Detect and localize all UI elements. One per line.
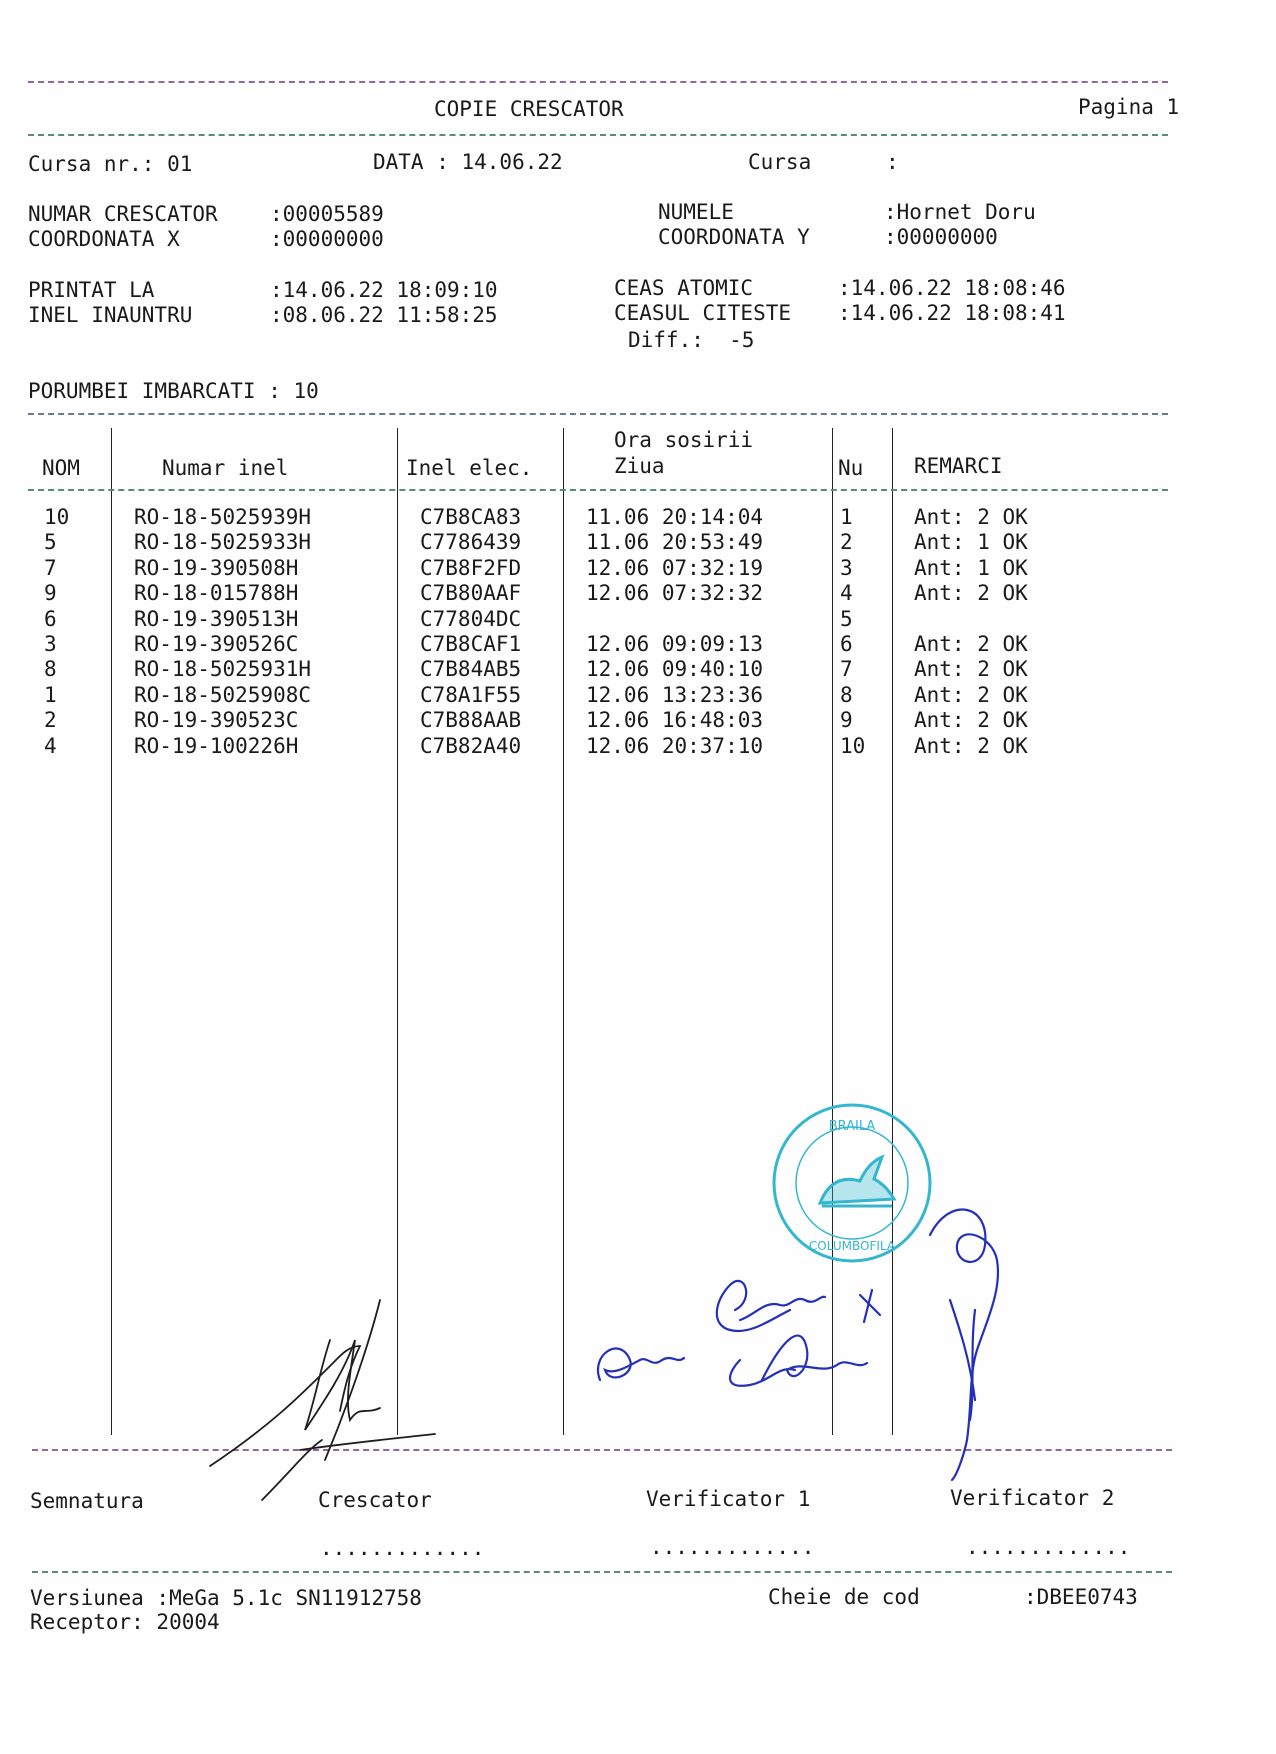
row-position: 6 [840,632,853,656]
row-nom: 4 [44,733,57,758]
col-header-nu: Nu [838,456,864,480]
row-remarks: Ant: 2 OK [914,581,1028,606]
row-nom: 8 [44,657,57,682]
row-nom: 5 [44,530,57,555]
coord-y-label: COORDONATA Y [658,225,810,249]
row-nom: 2 [44,708,57,733]
document-title: COPIE CRESCATOR [434,97,624,121]
row-position: 4 [840,581,853,606]
row-nom: 10 [44,505,70,529]
row-electronic-ring: C7B8CAF1 [420,632,522,656]
verifier-signatures [598,1210,998,1480]
verifier-1-label: Verificator 1 [646,1487,811,1511]
table-header-divider [28,489,1168,491]
row-ring-number: RO-18-5025939H [134,505,312,529]
row-ring-number: RO-19-390508H [134,555,299,580]
row-remarks: Ant: 2 OK [914,505,1028,529]
row-ring-number: RO-19-390513H [134,606,299,631]
atomic-clock-value: :14.06.22 18:08:46 [838,276,1066,300]
row-position: 2 [840,530,853,555]
svg-text:BRAILA: BRAILA [828,1119,876,1134]
row-ring-number: RO-18-5025933H [134,530,312,555]
clock-reads-value: :14.06.22 18:08:41 [838,301,1066,325]
row-nom: 3 [44,632,57,656]
row-arrival-time: 12.06 07:32:19 [586,555,764,580]
row-position: 5 [840,606,853,631]
row-ring-number: RO-19-390523C [134,708,299,733]
row-nom: 9 [44,581,57,606]
row-arrival-time: 11.06 20:14:04 [586,505,764,529]
ring-in-value: :08.06.22 11:58:25 [270,303,498,327]
row-arrival-time: 12.06 09:09:13 [586,632,764,656]
row-position: 9 [840,708,853,733]
row-remarks: Ant: 2 OK [914,632,1028,656]
row-arrival-time: 12.06 20:37:10 [586,733,764,758]
title-divider [28,134,1168,136]
table-row [0,659,1276,684]
row-electronic-ring: C7B80AAF [420,581,522,606]
coord-y-value: :00000000 [884,225,998,249]
breeder-signature [210,1300,435,1500]
table-row [0,555,1276,583]
breeder-number-value: :00005589 [270,202,384,226]
coord-x-label: COORDONATA X [28,227,180,251]
col-header-ziua: Ziua [614,454,665,478]
table-row [0,733,1276,761]
row-nom: 7 [44,555,57,580]
row-arrival-time: 11.06 20:53:49 [586,530,764,555]
top-divider [28,81,1168,83]
row-remarks: Ant: 1 OK [914,555,1028,580]
col-header-inel-elec: Inel elec. [406,456,533,480]
signature-top-divider [32,1449,1172,1451]
breeder-signature-label: Crescator [318,1488,432,1512]
row-arrival-time: 12.06 13:23:36 [586,682,764,707]
row-electronic-ring: C7B8CA83 [420,505,522,529]
table-row [0,682,1276,710]
table-row [0,532,1276,557]
race-date: DATA : 14.06.22 [373,150,563,174]
breeder-name-value: :Hornet Doru [884,200,1036,224]
col-header-numar-inel: Numar inel [162,456,289,480]
col-header-nom: NOM [42,456,80,480]
verifier-1-dots: ............. [650,1535,815,1559]
row-electronic-ring: C77804DC [420,606,522,631]
row-remarks: Ant: 2 OK [914,708,1028,733]
atomic-clock-label: CEAS ATOMIC [614,276,754,300]
printed-at-label: PRINTAT LA [28,278,155,302]
row-arrival-time: 12.06 07:32:32 [586,581,764,606]
row-arrival-time: 12.06 16:48:03 [586,708,764,733]
row-electronic-ring: C7B8F2FD [420,555,522,580]
table-row [0,634,1276,659]
race-number: Cursa nr.: 01 [28,152,193,176]
pigeons-boarded: PORUMBEI IMBARCATI : 10 [28,379,319,403]
row-remarks: Ant: 2 OK [914,733,1028,758]
clock-diff: Diff.: -5 [628,328,755,352]
table-row [0,710,1276,735]
table-top-divider [28,413,1168,415]
row-position: 3 [840,555,853,580]
software-version: Versiunea :MeGa 5.1c SN11912758 [30,1586,422,1610]
row-position: 8 [840,682,853,707]
verifier-2-label: Verificator 2 [950,1486,1115,1510]
row-position: 7 [840,657,853,682]
footer-divider [32,1571,1172,1573]
race-separator: : [886,150,899,174]
row-ring-number: RO-18-5025931H [134,657,312,682]
row-ring-number: RO-19-390526C [134,632,299,656]
receptor: Receptor: 20004 [30,1610,220,1634]
row-arrival-time: 12.06 09:40:10 [586,657,764,682]
row-remarks: Ant: 2 OK [914,657,1028,682]
page-number: Pagina 1 [1078,95,1180,119]
table-row [0,583,1276,608]
row-remarks: Ant: 1 OK [914,530,1028,555]
association-stamp [774,1105,930,1261]
breeder-dots: ............. [320,1536,485,1560]
breeder-number-label: NUMAR CRESCATOR [28,202,218,226]
clock-reads-label: CEASUL CITESTE [614,301,792,325]
col-header-ora-sosirii: Ora sosirii [614,428,754,452]
row-electronic-ring: C7B82A40 [420,733,522,758]
row-nom: 1 [44,682,57,707]
printed-at-value: :14.06.22 18:09:10 [270,278,498,302]
row-position: 1 [840,505,853,529]
breeder-name-label: NUMELE [658,200,734,224]
row-electronic-ring: C7B88AAB [420,708,522,733]
signature-label: Semnatura [30,1489,144,1513]
table-row [0,606,1276,634]
svg-text:COLUMBOFILA: COLUMBOFILA [808,1239,896,1253]
table-row [0,507,1276,532]
coord-x-value: :00000000 [270,227,384,251]
row-nom: 6 [44,606,57,631]
ring-in-label: INEL INAUNTRU [28,303,193,327]
race-label: Cursa [748,150,812,174]
col-header-remarci: REMARCI [914,454,1003,478]
code-key-value: :DBEE0743 [1024,1585,1138,1609]
row-electronic-ring: C7B84AB5 [420,657,522,682]
row-ring-number: RO-18-015788H [134,581,299,606]
row-electronic-ring: C7786439 [420,530,522,555]
row-ring-number: RO-18-5025908C [134,682,312,707]
verifier-2-dots: ............. [966,1535,1131,1559]
row-remarks: Ant: 2 OK [914,682,1028,707]
row-electronic-ring: C78A1F55 [420,682,522,707]
row-ring-number: RO-19-100226H [134,733,299,758]
row-position: 10 [840,733,866,758]
code-key-label: Cheie de cod [768,1585,920,1609]
